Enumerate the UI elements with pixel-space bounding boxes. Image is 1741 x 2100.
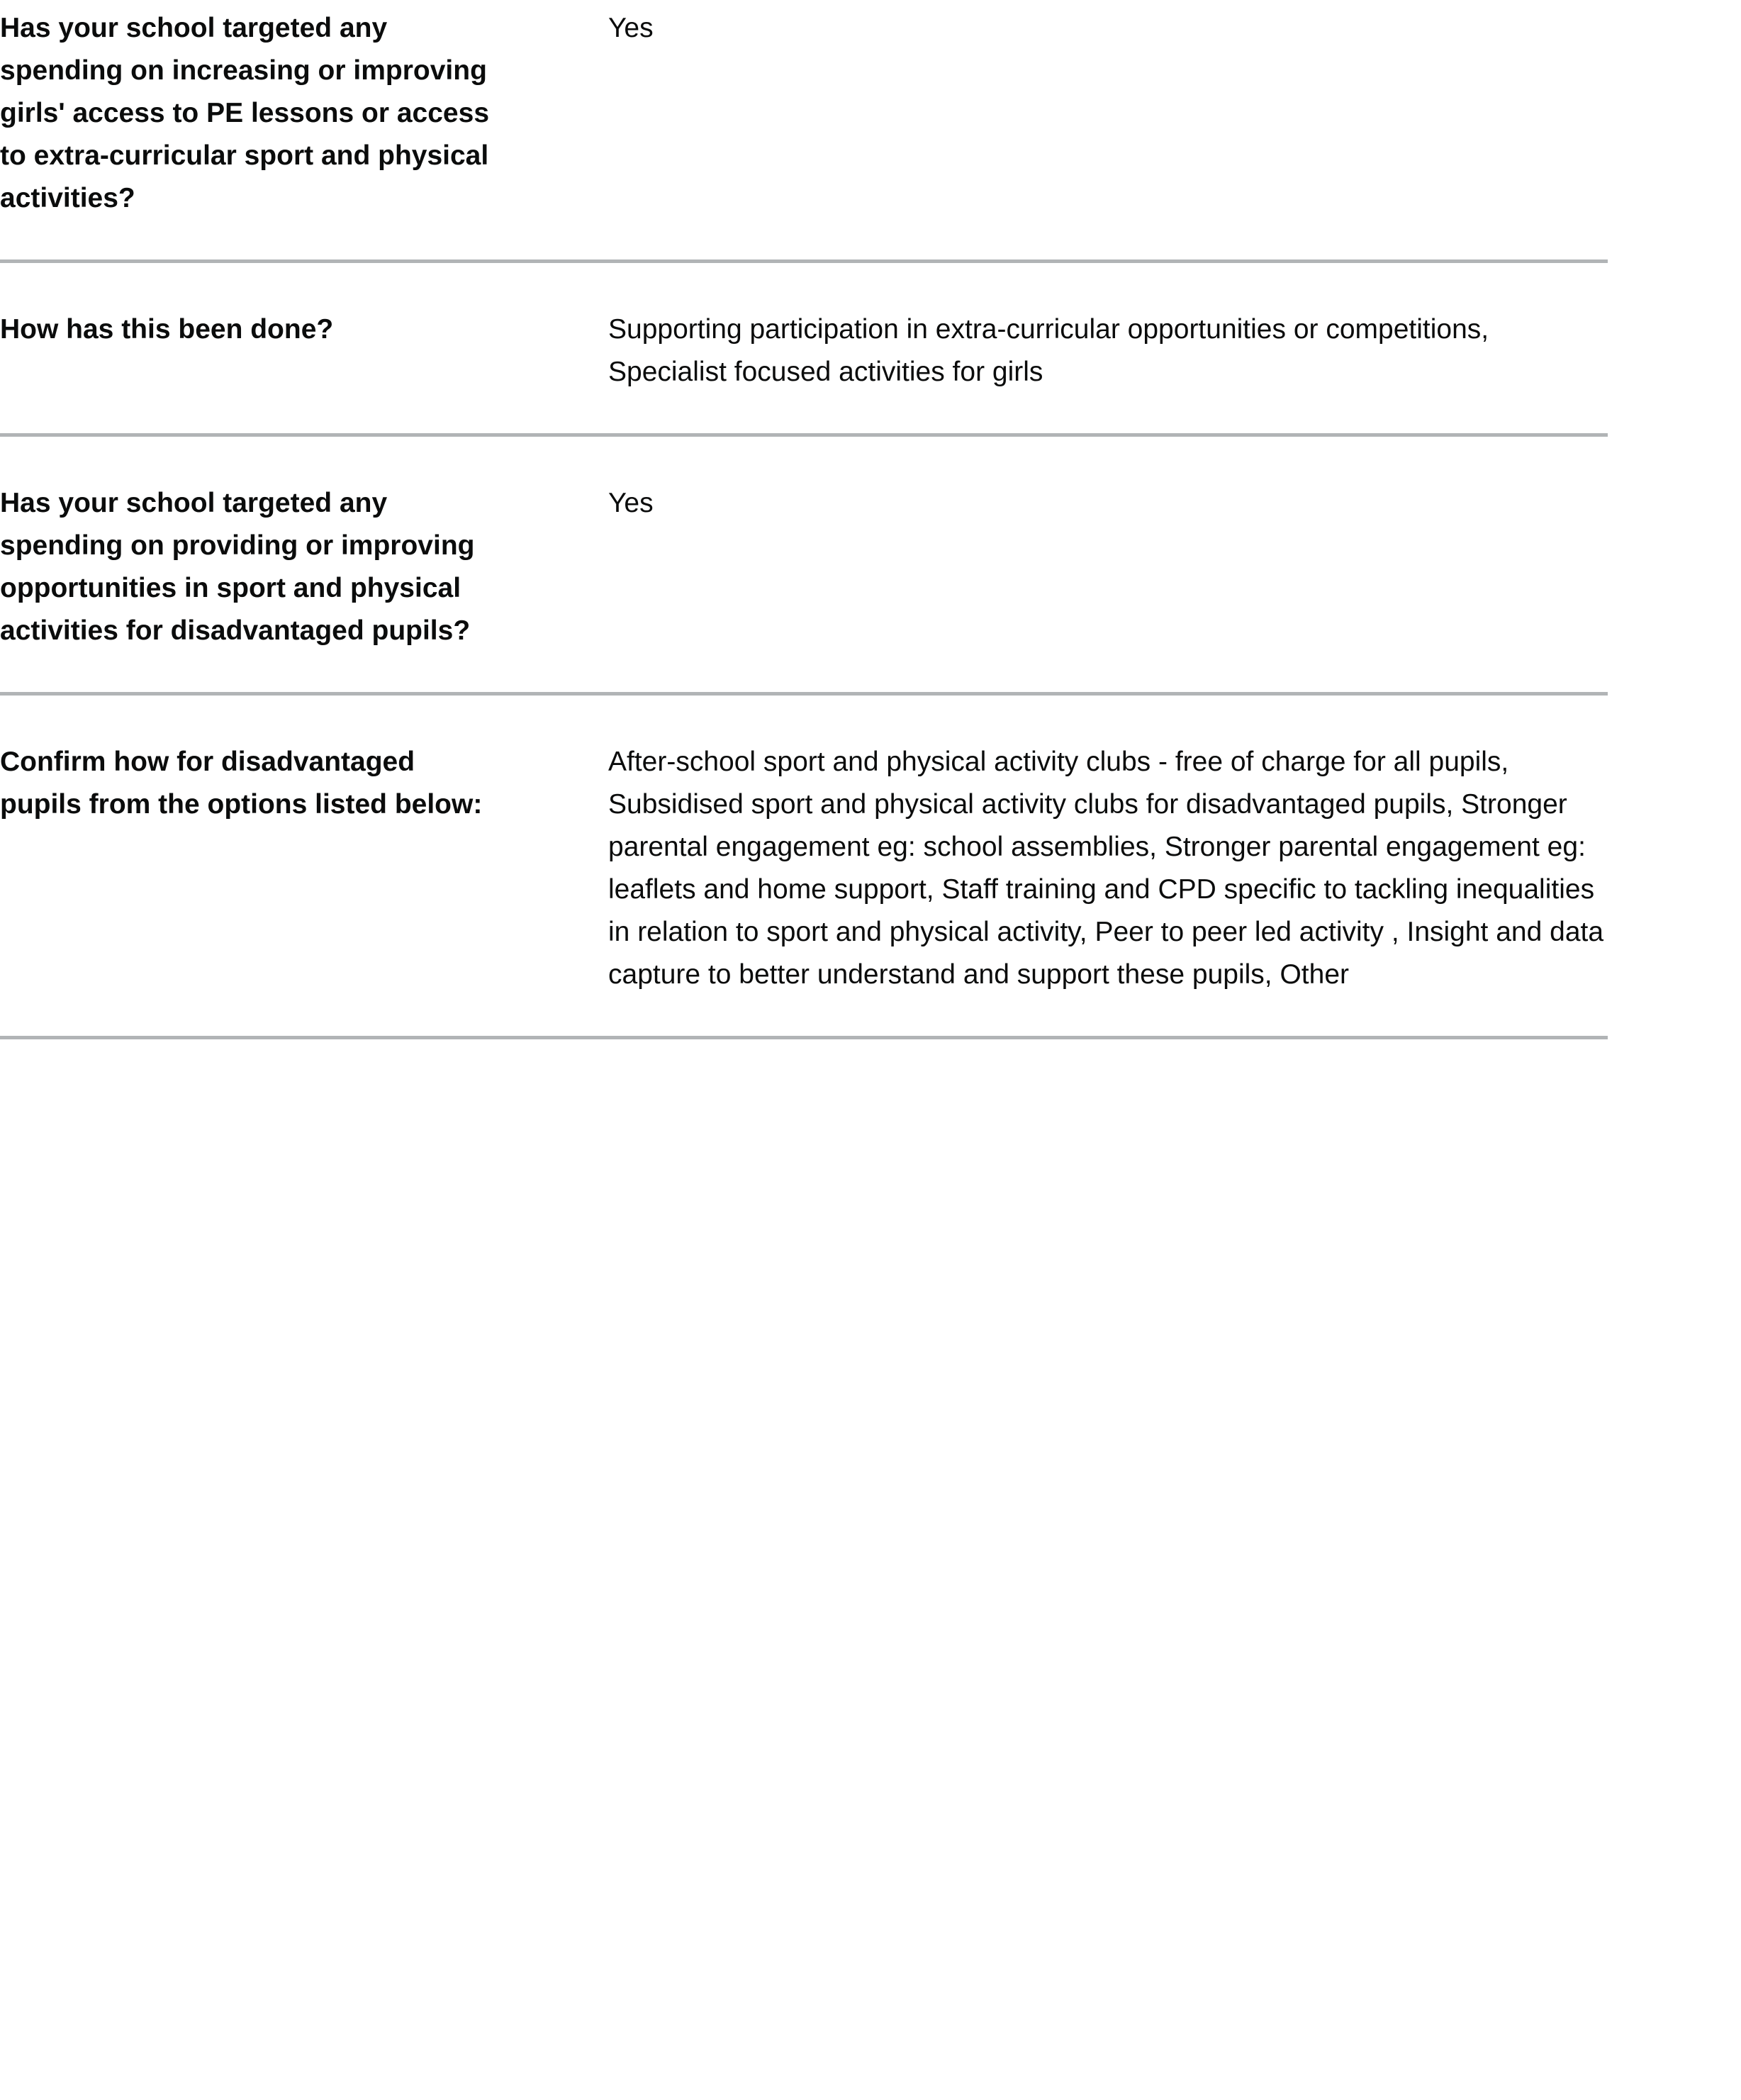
question-confirm-how-disadvantaged: Confirm how for disadvantaged pupils from the options listed below:: [0, 747, 483, 820]
summary-row: [0, 437, 1608, 696]
summary-row: [0, 0, 1608, 263]
summary-list: [0, 0, 1608, 1039]
question-how-done: How has this been done?: [0, 314, 334, 345]
summary-row: [0, 696, 1608, 1039]
answer-confirm-how-disadvantaged: After-school sport and physical activity clubs - free of charge for all pupils, Subsidised sport and physical activity clubs for disadvantaged pupils, Stronger parental engagement eg: school assemblies, Stronger parental engagement eg: leaflets and home support, Staff training and CPD specific to tackling inequalities in relation to sport and physical activity, Peer to peer led activity , Insight and data capture to better understand and support these pupils, Other: [608, 747, 1604, 990]
summary-row: [0, 263, 1608, 437]
answer-girls-access-spending: Yes: [608, 13, 654, 43]
answer-how-done: Supporting participation in extra-curricular opportunities or competitions, Specialist focused activities for girls: [608, 314, 1489, 387]
answer-disadvantaged-spending: Yes: [608, 488, 654, 518]
question-disadvantaged-spending: Has your school targeted any spending on providing or improving opportunities in sport and physical activities for disadvantaged pupils?: [0, 488, 475, 646]
question-girls-access-spending: Has your school targeted any spending on increasing or improving girls' access to PE lessons or access to extra-curricular sport and physical activities?: [0, 13, 490, 213]
